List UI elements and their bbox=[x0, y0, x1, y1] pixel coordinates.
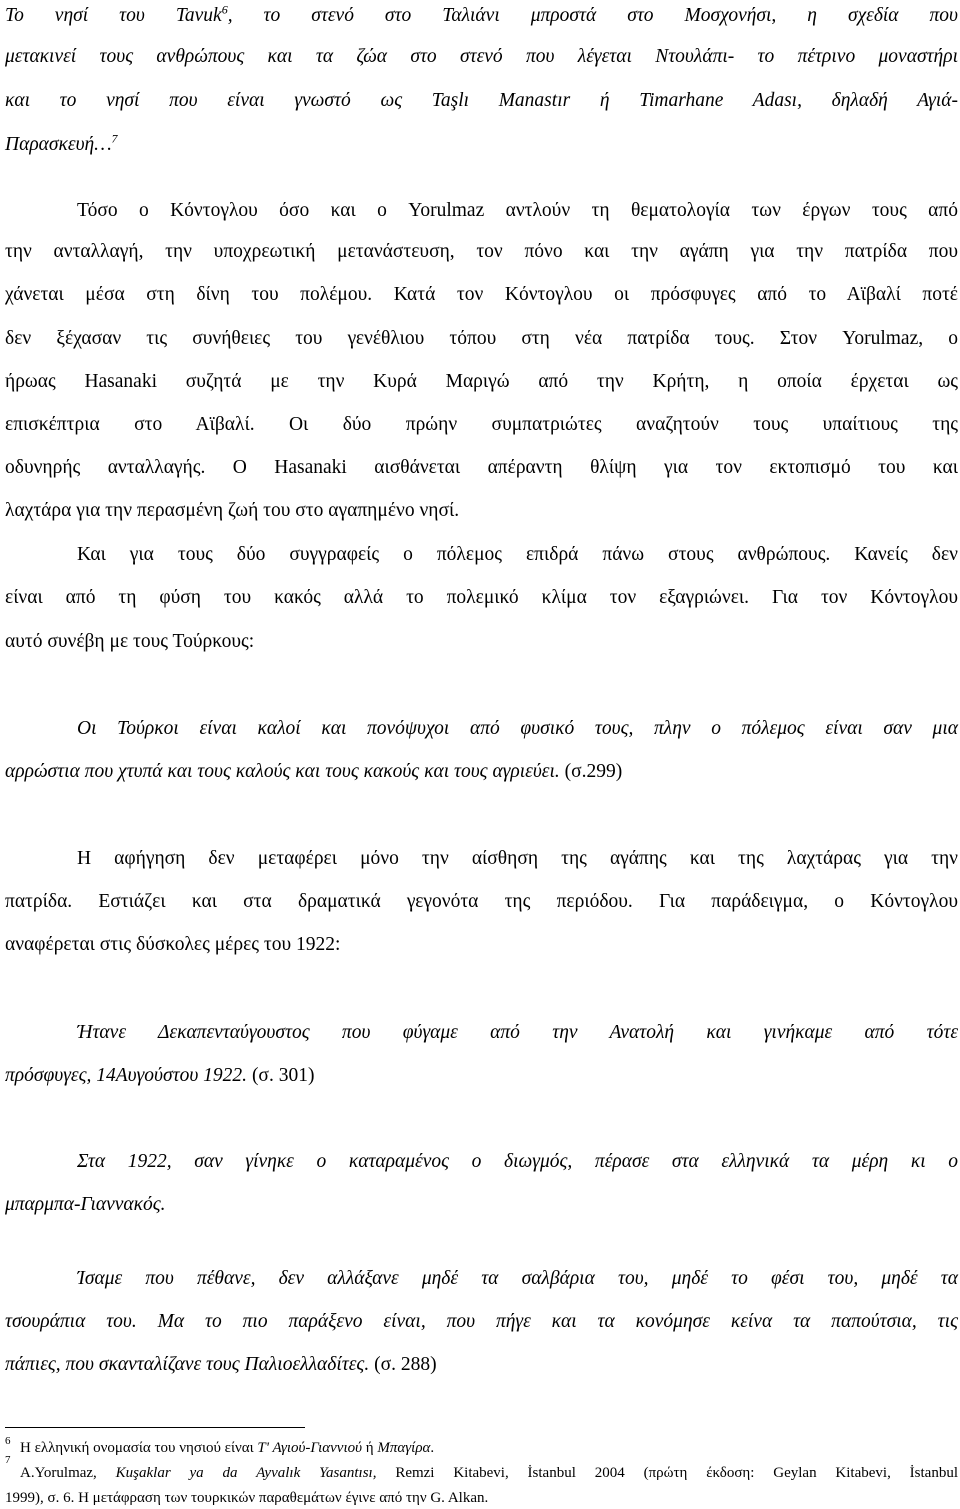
quote-line: πάπιες, που σκανταλίζανε τους Παλιοελλαδίτες. (σ. 288) bbox=[5, 1354, 437, 1375]
paragraph-line: λαχτάρα για την περασμένη ζωή του στο αγαπημένο νησί. bbox=[5, 500, 460, 521]
quote-line: Ήτανε Δεκαπενταύγουστος που φύγαμε από την Ανατολή και γινήκαμε από τότε bbox=[77, 1022, 958, 1043]
footnote-ref-7[interactable]: 7 bbox=[111, 131, 118, 146]
paragraph-line: οδυνηρής ανταλλαγής. Ο Hasanaki αισθάνεται απέραντη θλίψη για τον εκτοπισμό του και bbox=[5, 457, 958, 478]
paragraph-line: είναι από τη φύση του κακός αλλά το πολεμικό κλίμα τον εξαγριώνει. Για τον Κόντογλου bbox=[5, 587, 958, 608]
footnote-7-mark: 7 bbox=[5, 1454, 11, 1466]
paragraph-line: την ανταλλαγή, την υποχρεωτική μετανάστευση, τον πόνο και την αγάπη για την πατρίδα που bbox=[5, 241, 958, 262]
paragraph-line: μετακινεί τους ανθρώπους και τα ζώα στο στενό που λέγεται Ντουλάπι- το πέτρινο μοναστήρι bbox=[5, 46, 958, 67]
quote-line: πρόσφυγες, 14Αυγούστου 1922. (σ. 301) bbox=[5, 1065, 315, 1086]
quote-line: Στα 1922, σαν γίνηκε ο καταραμένος ο διωγμός, πέρασε στα ελληνικά τα μέρη κι ο bbox=[77, 1151, 958, 1172]
quote-line: μπαρμπα-Γιαννακός. bbox=[5, 1194, 166, 1215]
paragraph-line: Το νησί του Tavuk$^6$, το στενό στο Ταλιάνι μπροστά στο Μοσχονήσι, η σχεδία που bbox=[5, 2, 958, 26]
paragraph-line: Η αφήγηση δεν μεταφέρει μόνο την αίσθηση της αγάπης και της λαχτάρας για την bbox=[77, 848, 958, 869]
paragraph-line: δεν ξέχασαν τις συνήθειες του γενέθλιου τόπου στη νέα πατρίδα τους. Στον Yorulmaz, ο bbox=[5, 328, 958, 349]
paragraph-line: Παρασκευή…$^7$ bbox=[5, 131, 118, 155]
paragraph-line: επισκέπτρια στο Αϊβαλί. Οι δύο πρώην συμπατριώτες αναζητούν τους υπαίτιους της bbox=[5, 414, 958, 435]
paragraph-line: και το νησί που είναι γνωστό ως Taşlı Manastır ή Timarhane Adası, δηλαδή Αγιά- bbox=[5, 90, 958, 111]
footnote-ref-6[interactable]: 6 bbox=[221, 2, 228, 17]
paragraph-line: αυτό συνέβη με τους Τούρκους: bbox=[5, 631, 255, 652]
paragraph-line: αναφέρεται στις δύσκολες μέρες του 1922: bbox=[5, 934, 341, 955]
footnote-separator bbox=[5, 1427, 305, 1428]
quote-line: τσουράπια του. Μα το πιο παράξενο είναι, που πήγε και τα κονόμησε κείνα τα παπούτσια, τις bbox=[5, 1311, 958, 1332]
paragraph-line: Τόσο ο Κόντογλου όσο και ο Yorulmaz αντλούν τη θεματολογία των έργων τους από bbox=[77, 200, 958, 221]
paragraph-line: χάνεται μέσα στη δίνη του πολέμου. Κατά τον Κόντογλου οι πρόσφυγες από το Αϊβαλί ποτέ bbox=[5, 284, 958, 305]
quote-line: αρρώστια που χτυπά και τους καλούς και τους κακούς και τους αγριεύει. (σ.299) bbox=[5, 761, 623, 782]
paragraph-line: Και για τους δύο συγγραφείς ο πόλεμος επιδρά πάνω στους ανθρώπους. Κανείς δεν bbox=[77, 544, 958, 565]
footnote-6-text: Η ελληνική ονομασία του νησιού είναι Τ' Αγιού-Γιαννιού ή Μπαγίρα. bbox=[20, 1440, 435, 1456]
quote-line: Ίσαμε που πέθανε, δεν αλλάξανε μηδέ τα σαλβάρια του, μηδέ το φέσι του, μηδέ τα bbox=[77, 1268, 958, 1289]
quote-line: Οι Τούρκοι είναι καλοί και πονόψυχοι από φυσικό τους, πλην ο πόλεμος είναι σαν μια bbox=[77, 718, 958, 739]
footnote-7-text-cont: 1999), σ. 6. Η μετάφραση των τουρκικών παραθεμάτων έγινε από την G. Alkan. bbox=[5, 1490, 489, 1506]
paragraph-line: ήρωας Hasanaki συζητά με την Κυρά Μαριγώ από την Κρήτη, η οποία έρχεται ως bbox=[5, 371, 958, 392]
paragraph-line: πατρίδα. Εστιάζει και στα δραματικά γεγονότα της περιόδου. Για παράδειγμα, ο Κόντογλου bbox=[5, 891, 958, 912]
footnote-7-text: A.Yorulmaz, Kuşaklar ya da Ayvalık Yasantısı, Remzi Kitabevi, İstanbul 2004 (πρώτη έκδοση: Geylan Kitabevi, İstanbul bbox=[20, 1465, 958, 1481]
footnote-6-mark: 6 bbox=[5, 1435, 11, 1447]
